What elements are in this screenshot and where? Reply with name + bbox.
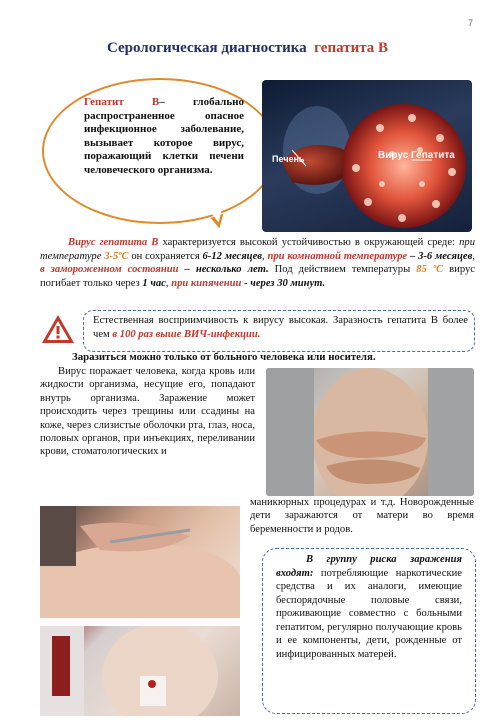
- virus-resistance-paragraph: [40, 236, 475, 290]
- text-run: он сохраняется: [128, 250, 203, 262]
- duration-value: – 3-6 месяцев: [407, 250, 473, 262]
- liver-virus-image: [262, 80, 472, 232]
- temp-value: 85 ºС: [416, 264, 444, 276]
- page-number: 7: [468, 18, 474, 28]
- text-run: вирус погибает только через: [40, 264, 475, 289]
- text-run: Под действием температуры: [268, 264, 417, 276]
- transmission-heading: Заразиться можно только от больного человека или носителя.: [72, 351, 376, 363]
- duration-value: 6-12 месяцев: [202, 250, 263, 262]
- abdominal-pain-image: [266, 368, 474, 496]
- definition-text: [84, 96, 244, 177]
- risk-group-text: [276, 553, 462, 661]
- duration-value: 1 час: [142, 277, 166, 289]
- page-title: [0, 40, 495, 57]
- liver-label: Печень: [272, 154, 305, 164]
- transmission-continuation: маникюрных процедурах и т.д. Новорожденные дети заражаются от матери во время беременности и родов.: [250, 497, 474, 535]
- warning-triangle-icon: [40, 313, 76, 345]
- risk-group-heading: В группу риска заражения входят:: [276, 554, 462, 579]
- virus-label: Вирус Гепатита: [378, 150, 455, 161]
- virus-sphere: [342, 104, 466, 228]
- duration-value: – несколько лет.: [178, 264, 269, 276]
- transmission-text: Вирус поражает человека, когда кровь или жидкости организма, несущие его, попадают внутрь организма. Заражение может происходить через трещины или ссадины на коже, через слизистые оболочки рта, глаз, носа, половых органов, при инъекциях, переливании крови, стоматологических и: [40, 366, 255, 458]
- warning-body: Естественная восприимчивость к вирусу высокая. Заразность гепатита В более чем: [93, 315, 468, 340]
- title-main: Серологическая диагностика: [106, 40, 307, 56]
- condition-value: при комнатной температуре: [267, 250, 408, 262]
- text-run: при температуре: [40, 237, 475, 262]
- nosebleed-image: [40, 626, 240, 716]
- manicure-image: [40, 506, 240, 618]
- text-run: ,: [165, 277, 172, 289]
- risk-group-body: потребляющие наркотические средства и их аналоги, имеющие беспорядочные половые связи, проживающие совместно с больными гепатитом, регулярно получающие кровь и ее компоненты, дети, рожденные от инфицированных матерей.: [276, 567, 462, 660]
- warning-text: [93, 314, 468, 341]
- duration-value: - через 30 минут.: [241, 277, 326, 289]
- text-run: характеризуется высокой устойчивостью в окружающей среде:: [158, 237, 460, 248]
- text-run: ,: [262, 250, 268, 262]
- text-run: ,: [472, 250, 475, 262]
- virus-name: Вирус гепатита В: [68, 237, 159, 248]
- warning-accent: в 100 раз выше ВИЧ-инфекции.: [112, 328, 261, 340]
- transmission-paragraph: [40, 365, 255, 459]
- condition-value: в замороженном состоянии: [40, 264, 179, 276]
- definition-body: – глобально распространенное опасное инфекционное заболевание, вызывает которое вирус, поражающий клетки печени человеческого организма.: [84, 96, 245, 176]
- title-accent: гепатита В: [314, 40, 389, 56]
- definition-lead: Гепатит В: [84, 96, 160, 108]
- temp-value: 3-5ºС: [104, 250, 129, 262]
- condition-value: при кипячении: [171, 277, 242, 289]
